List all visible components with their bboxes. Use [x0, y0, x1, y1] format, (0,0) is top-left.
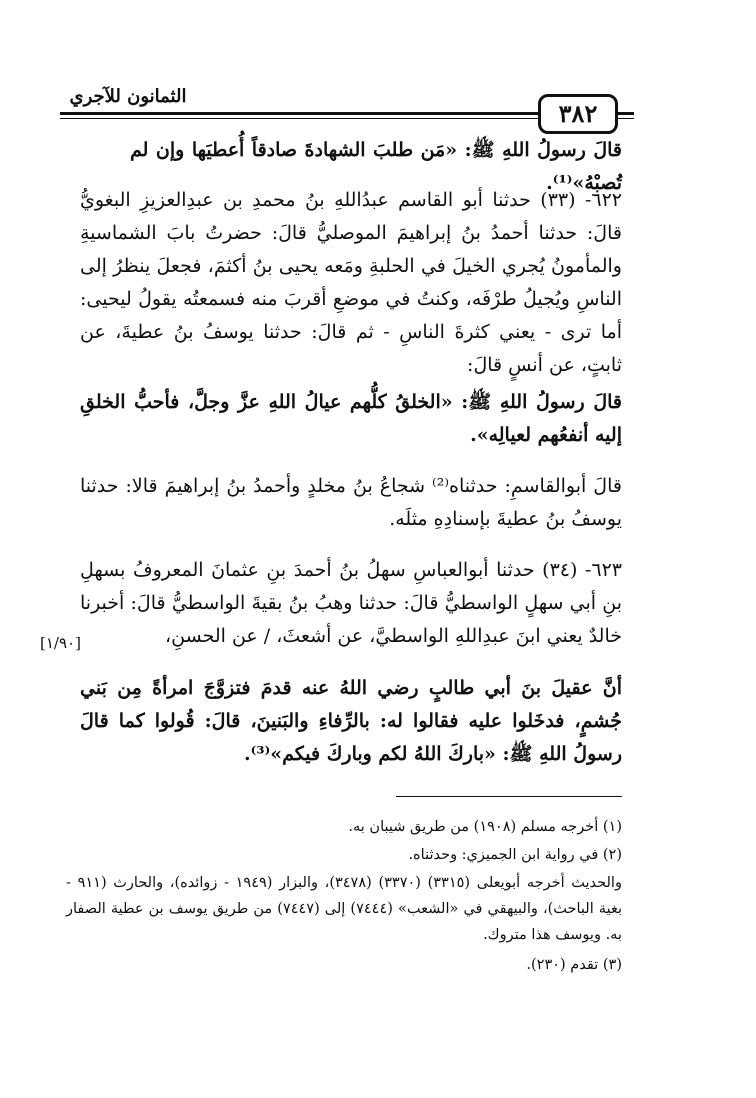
hadith-text-2: قالَ رسولُ اللهِ ﷺ: «الخلقُ كلُّهم عيالُ اللهِ عزَّ وجلَّ، فأحبُّ الخلقِ إليه أنفعُهم لعيالِه». [80, 391, 622, 446]
isnad-paragraph-623: ٦٢٣- (٣٤) حدثنا أبوالعباسِ سهلُ بنُ أحمدَ بنِ عثمانَ المعروفُ بسهلِ بنِ أبي سهلٍ الواسطيُّ قالَ: حدثنا وهبُ بنُ بقيةَ الواسطيُّ قالَ: أخبرنا خالدٌ يعني ابنَ عبدِاللهِ الواسطيَّ، عن أشعثَ، / عن الحسنِ، [80, 559, 622, 647]
manuscript-folio-ref: [١/٩٠] [40, 634, 81, 652]
footnote-2-continuation: والحديث أخرجه أبويعلى (٣٣١٥) (٣٣٧٠) (٣٤٧٨)، والبزار (١٩٤٩ - زوائده)، والحارث (٩١١ - بغية الباحث)، والبيهقي في «الشعب» (٧٤٤٤) إلى (٧٤٤٧) من طريق يوسف بن عطية الصفار به. ويوسف هذا متروك. [66, 875, 622, 943]
footnote-separator [396, 796, 622, 797]
isnad-paragraph-622: ٦٢٢- (٣٣) حدثنا أبو القاسم عبدُاللهِ بنُ محمدِ بن عبدِالعزيزِ البغويُّ قالَ: حدثنا أحمدُ بنُ إبراهيمَ الموصليُّ قالَ: حضرتُ بابَ الشماسيةِ والمأمونُ يُجري الخيلَ في الحلبةِ ومَعه يحيى بنُ أكثمَ، فجعلَ ينظرُ إلى الناسِ ويُجيلُ طرْفَه، وكنتُ في موضعِ أقربَ منه فسمعتُه يقولُ ليحيى: أما ترى - يعني كثرةَ الناسِ - ثم قالَ: حدثنا يوسفُ بنُ عطيةَ، عن ثابتٍ، عن أنسٍ قالَ: [80, 189, 623, 376]
header-rule-stub [616, 112, 634, 115]
header-rule-thick [60, 112, 540, 115]
footnote-2: (٢) في رواية ابن الجميزي: وحدثناه. [408, 847, 622, 863]
chain-note-paragraph: قالَ أبوالقاسمِ: حدثناه⁽²⁾ شجاعُ بنُ مخلدٍ وأحمدُ بنُ إبراهيمَ قالا: حدثنا يوسفُ بنُ عطيةَ بإسنادِهِ مثلَه. [80, 475, 622, 530]
running-head-title: الثمانون للآجري [69, 86, 187, 107]
header-rule-stub-thin [616, 118, 634, 119]
header-rule-thin [60, 118, 540, 119]
hadith-text-3: أنَّ عقيلَ بنَ أبي طالبٍ رضي اللهُ عنه قدمَ فتزوَّجَ امرأةً مِن بَني جُشمٍ، فدخَلوا عليه فقالوا له: بالرِّفاءِ والبَنينَ، قالَ: قُولوا كما قالَ رسولُ اللهِ ﷺ: «باركَ اللهُ لكم وباركَ فيكم»⁽³⁾. [80, 677, 622, 765]
footnote-3: (٣) تقدم (٢٣٠). [526, 957, 622, 973]
page-number-box: ٣٨٢ [538, 94, 618, 134]
footnote-1: (١) أخرجه مسلم (١٩٠٨) من طريق شيبان به. [348, 819, 622, 835]
hadith-text-1: قالَ رسولُ اللهِ ﷺ: «مَن طلبَ الشهادةَ صادقاً أُعطيَها وإن لم تُصبْهُ»⁽¹⁾. [130, 139, 622, 194]
